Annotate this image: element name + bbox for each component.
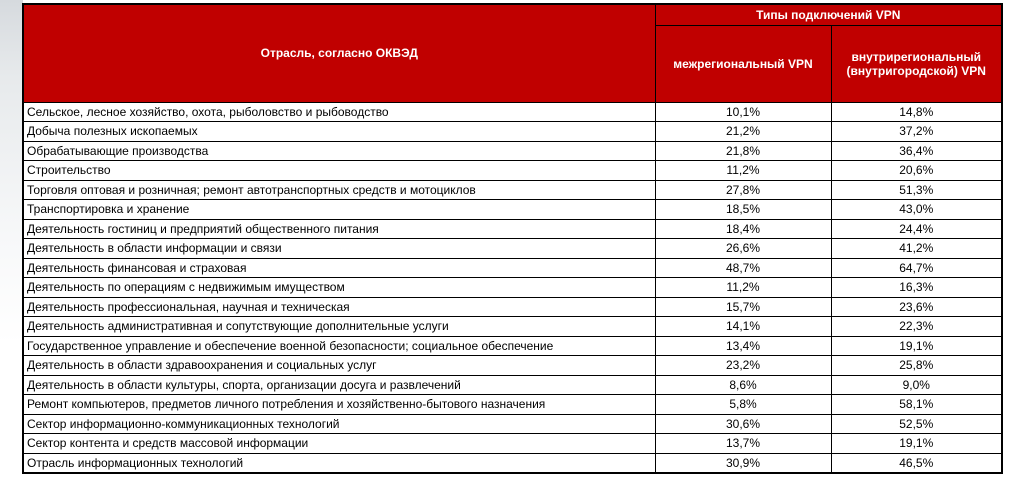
interregional-vpn-value-cell: 27,8%: [655, 180, 831, 200]
intraregional-vpn-value-cell: 16,3%: [831, 278, 1002, 298]
table-row: [23, 356, 1002, 376]
interregional-vpn-value-cell: 48,7%: [655, 258, 831, 278]
intraregional-vpn-value-cell: 9,0%: [831, 375, 1002, 395]
intraregional-vpn-value-cell: 41,2%: [831, 239, 1002, 259]
interregional-vpn-value-cell: 21,8%: [655, 141, 831, 161]
industry-cell: Деятельность финансовая и страховая: [23, 258, 655, 278]
table-row: [23, 102, 1002, 122]
table-row: [23, 278, 1002, 298]
intraregional-vpn-value-cell: 37,2%: [831, 122, 1002, 142]
table-row: [23, 453, 1002, 473]
intraregional-vpn-value-cell: 58,1%: [831, 395, 1002, 415]
table-row: [23, 434, 1002, 454]
table-row: [23, 122, 1002, 142]
industry-cell: Деятельность гостиниц и предприятий общественного питания: [23, 219, 655, 239]
vpn-types-group-header: Типы подключений VPN: [655, 4, 1002, 25]
table-row: [23, 297, 1002, 317]
intraregional-vpn-value-cell: 22,3%: [831, 317, 1002, 337]
intraregional-vpn-value-cell: 25,8%: [831, 356, 1002, 376]
interregional-vpn-value-cell: 30,6%: [655, 414, 831, 434]
interregional-vpn-value-cell: 8,6%: [655, 375, 831, 395]
table-row: [23, 258, 1002, 278]
industry-cell: Сектор информационно-коммуникационных технологий: [23, 414, 655, 434]
intraregional-vpn-value-cell: 14,8%: [831, 102, 1002, 122]
industry-cell: Обрабатывающие производства: [23, 141, 655, 161]
interregional-vpn-value-cell: 18,5%: [655, 200, 831, 220]
interregional-vpn-value-cell: 13,7%: [655, 434, 831, 454]
industry-cell: Отрасль информационных технологий: [23, 453, 655, 473]
interregional-vpn-value-cell: 14,1%: [655, 317, 831, 337]
intraregional-vpn-value-cell: 36,4%: [831, 141, 1002, 161]
interregional-vpn-column-header: межрегиональный VPN: [655, 25, 831, 102]
table-body: [23, 102, 1002, 473]
industry-cell: Торговля оптовая и розничная; ремонт автотранспортных средств и мотоциклов: [23, 180, 655, 200]
industry-cell: Сельское, лесное хозяйство, охота, рыболовство и рыбоводство: [23, 102, 655, 122]
interregional-vpn-value-cell: 11,2%: [655, 161, 831, 181]
industry-cell: Государственное управление и обеспечение военной безопасности; социальное обеспечение: [23, 336, 655, 356]
intraregional-vpn-value-cell: 20,6%: [831, 161, 1002, 181]
table-row: [23, 336, 1002, 356]
interregional-vpn-value-cell: 13,4%: [655, 336, 831, 356]
table-row: [23, 161, 1002, 181]
interregional-vpn-value-cell: 15,7%: [655, 297, 831, 317]
table-row: [23, 200, 1002, 220]
intraregional-vpn-value-cell: 64,7%: [831, 258, 1002, 278]
intraregional-vpn-value-cell: 51,3%: [831, 180, 1002, 200]
industry-cell: Строительство: [23, 161, 655, 181]
table-row: [23, 414, 1002, 434]
table-row: [23, 141, 1002, 161]
interregional-vpn-value-cell: 21,2%: [655, 122, 831, 142]
table-row: [23, 239, 1002, 259]
industry-cell: Ремонт компьютеров, предметов личного потребления и хозяйственно-бытового назначения: [23, 395, 655, 415]
industry-cell: Транспортировка и хранение: [23, 200, 655, 220]
header-group-row: [23, 4, 1002, 25]
intraregional-vpn-value-cell: 19,1%: [831, 336, 1002, 356]
page-edge-shadow: [0, 0, 23, 430]
vpn-industry-table: [22, 3, 1003, 474]
industry-column-header: Отрасль, согласно ОКВЭД: [23, 4, 655, 102]
industry-cell: Деятельность административная и сопутствующие дополнительные услуги: [23, 317, 655, 337]
table-row: [23, 317, 1002, 337]
interregional-vpn-value-cell: 11,2%: [655, 278, 831, 298]
industry-cell: Деятельность в области культуры, спорта, организации досуга и развлечений: [23, 375, 655, 395]
intraregional-vpn-value-cell: 24,4%: [831, 219, 1002, 239]
intraregional-vpn-value-cell: 43,0%: [831, 200, 1002, 220]
industry-cell: Добыча полезных ископаемых: [23, 122, 655, 142]
intraregional-vpn-value-cell: 19,1%: [831, 434, 1002, 454]
interregional-vpn-value-cell: 18,4%: [655, 219, 831, 239]
interregional-vpn-value-cell: 10,1%: [655, 102, 831, 122]
industry-cell: Деятельность профессиональная, научная и техническая: [23, 297, 655, 317]
table-row: [23, 375, 1002, 395]
industry-cell: Деятельность в области информации и связи: [23, 239, 655, 259]
industry-cell: Сектор контента и средств массовой информации: [23, 434, 655, 454]
table-row: [23, 395, 1002, 415]
interregional-vpn-value-cell: 23,2%: [655, 356, 831, 376]
table-row: [23, 180, 1002, 200]
table-header: [23, 4, 1002, 102]
interregional-vpn-value-cell: 26,6%: [655, 239, 831, 259]
intraregional-vpn-value-cell: 52,5%: [831, 414, 1002, 434]
intraregional-vpn-column-header: внутрирегиональный (внутригородской) VPN: [831, 25, 1002, 102]
table-row: [23, 219, 1002, 239]
industry-cell: Деятельность в области здравоохранения и социальных услуг: [23, 356, 655, 376]
industry-cell: Деятельность по операциям с недвижимым имуществом: [23, 278, 655, 298]
intraregional-vpn-value-cell: 23,6%: [831, 297, 1002, 317]
interregional-vpn-value-cell: 5,8%: [655, 395, 831, 415]
interregional-vpn-value-cell: 30,9%: [655, 453, 831, 473]
intraregional-vpn-value-cell: 46,5%: [831, 453, 1002, 473]
